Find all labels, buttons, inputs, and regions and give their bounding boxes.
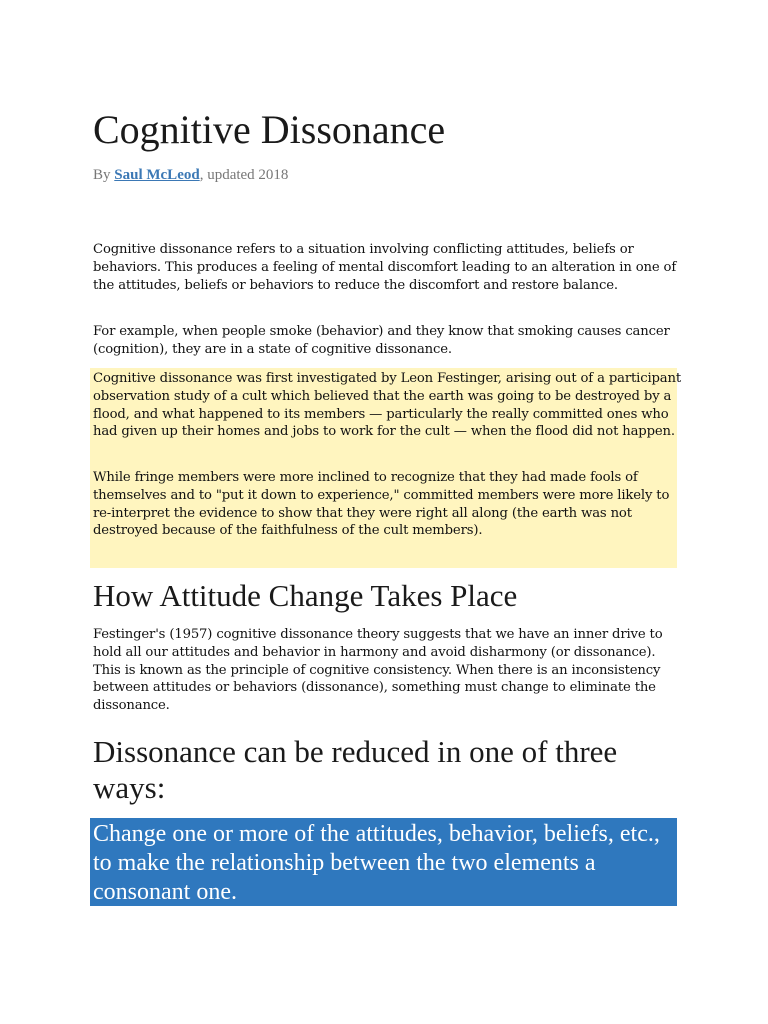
byline-prefix: By (93, 167, 115, 183)
byline-suffix: , updated 2018 (199, 167, 289, 183)
page-title: Cognitive Dissonance (93, 107, 446, 152)
reduction-heading: Dissonance can be reduced in one of three ways: (93, 734, 618, 805)
attitude-change-heading: How Attitude Change Takes Place (93, 578, 518, 613)
byline (93, 165, 288, 185)
intro-paragraph: Cognitive dissonance refers to a situation involving conflicting attitudes, beliefs or behaviors. This produces a feeling of mental discomfort leading to an alteration in one of the attitudes, beliefs or behaviors to reduce the discomfort and restore balance. (93, 242, 677, 293)
festinger-paragraph: Cognitive dissonance was first investigated by Leon Festinger, arising out of a participant observation study of a cult which believed that the earth was going to be destroyed by a flood, and what happened to its members — particularly the really committed ones who had given up their homes and jobs to work for the cult — when the flood did not happen. (93, 371, 682, 440)
callout-box (90, 818, 677, 906)
callout-text: Change one or more of the attitudes, behavior, beliefs, etc., to make the relationship between the two elements a consonant one. (93, 821, 660, 905)
author-link[interactable]: Saul McLeod (114, 167, 200, 183)
fringe-paragraph: While fringe members were more inclined to recognize that they had made fools of themselves and to "put it down to experience," committed members were more likely to re-interpret the evidence to show that they were right all along (the earth was not destroyed because of the faithfulness of the cult members). (93, 470, 670, 539)
example-paragraph: For example, when people smoke (behavior) and they know that smoking causes cancer (cognition), they are in a state of cognitive dissonance. (93, 324, 670, 357)
theory-paragraph: Festinger's (1957) cognitive dissonance theory suggests that we have an inner drive to hold all our attitudes and behavior in harmony and avoid disharmony (or dissonance). This is known as the principle of cognitive consistency. When there is an inconsistency between attitudes or behaviors (dissonance), something must change to eliminate the dissonance. (93, 627, 663, 714)
